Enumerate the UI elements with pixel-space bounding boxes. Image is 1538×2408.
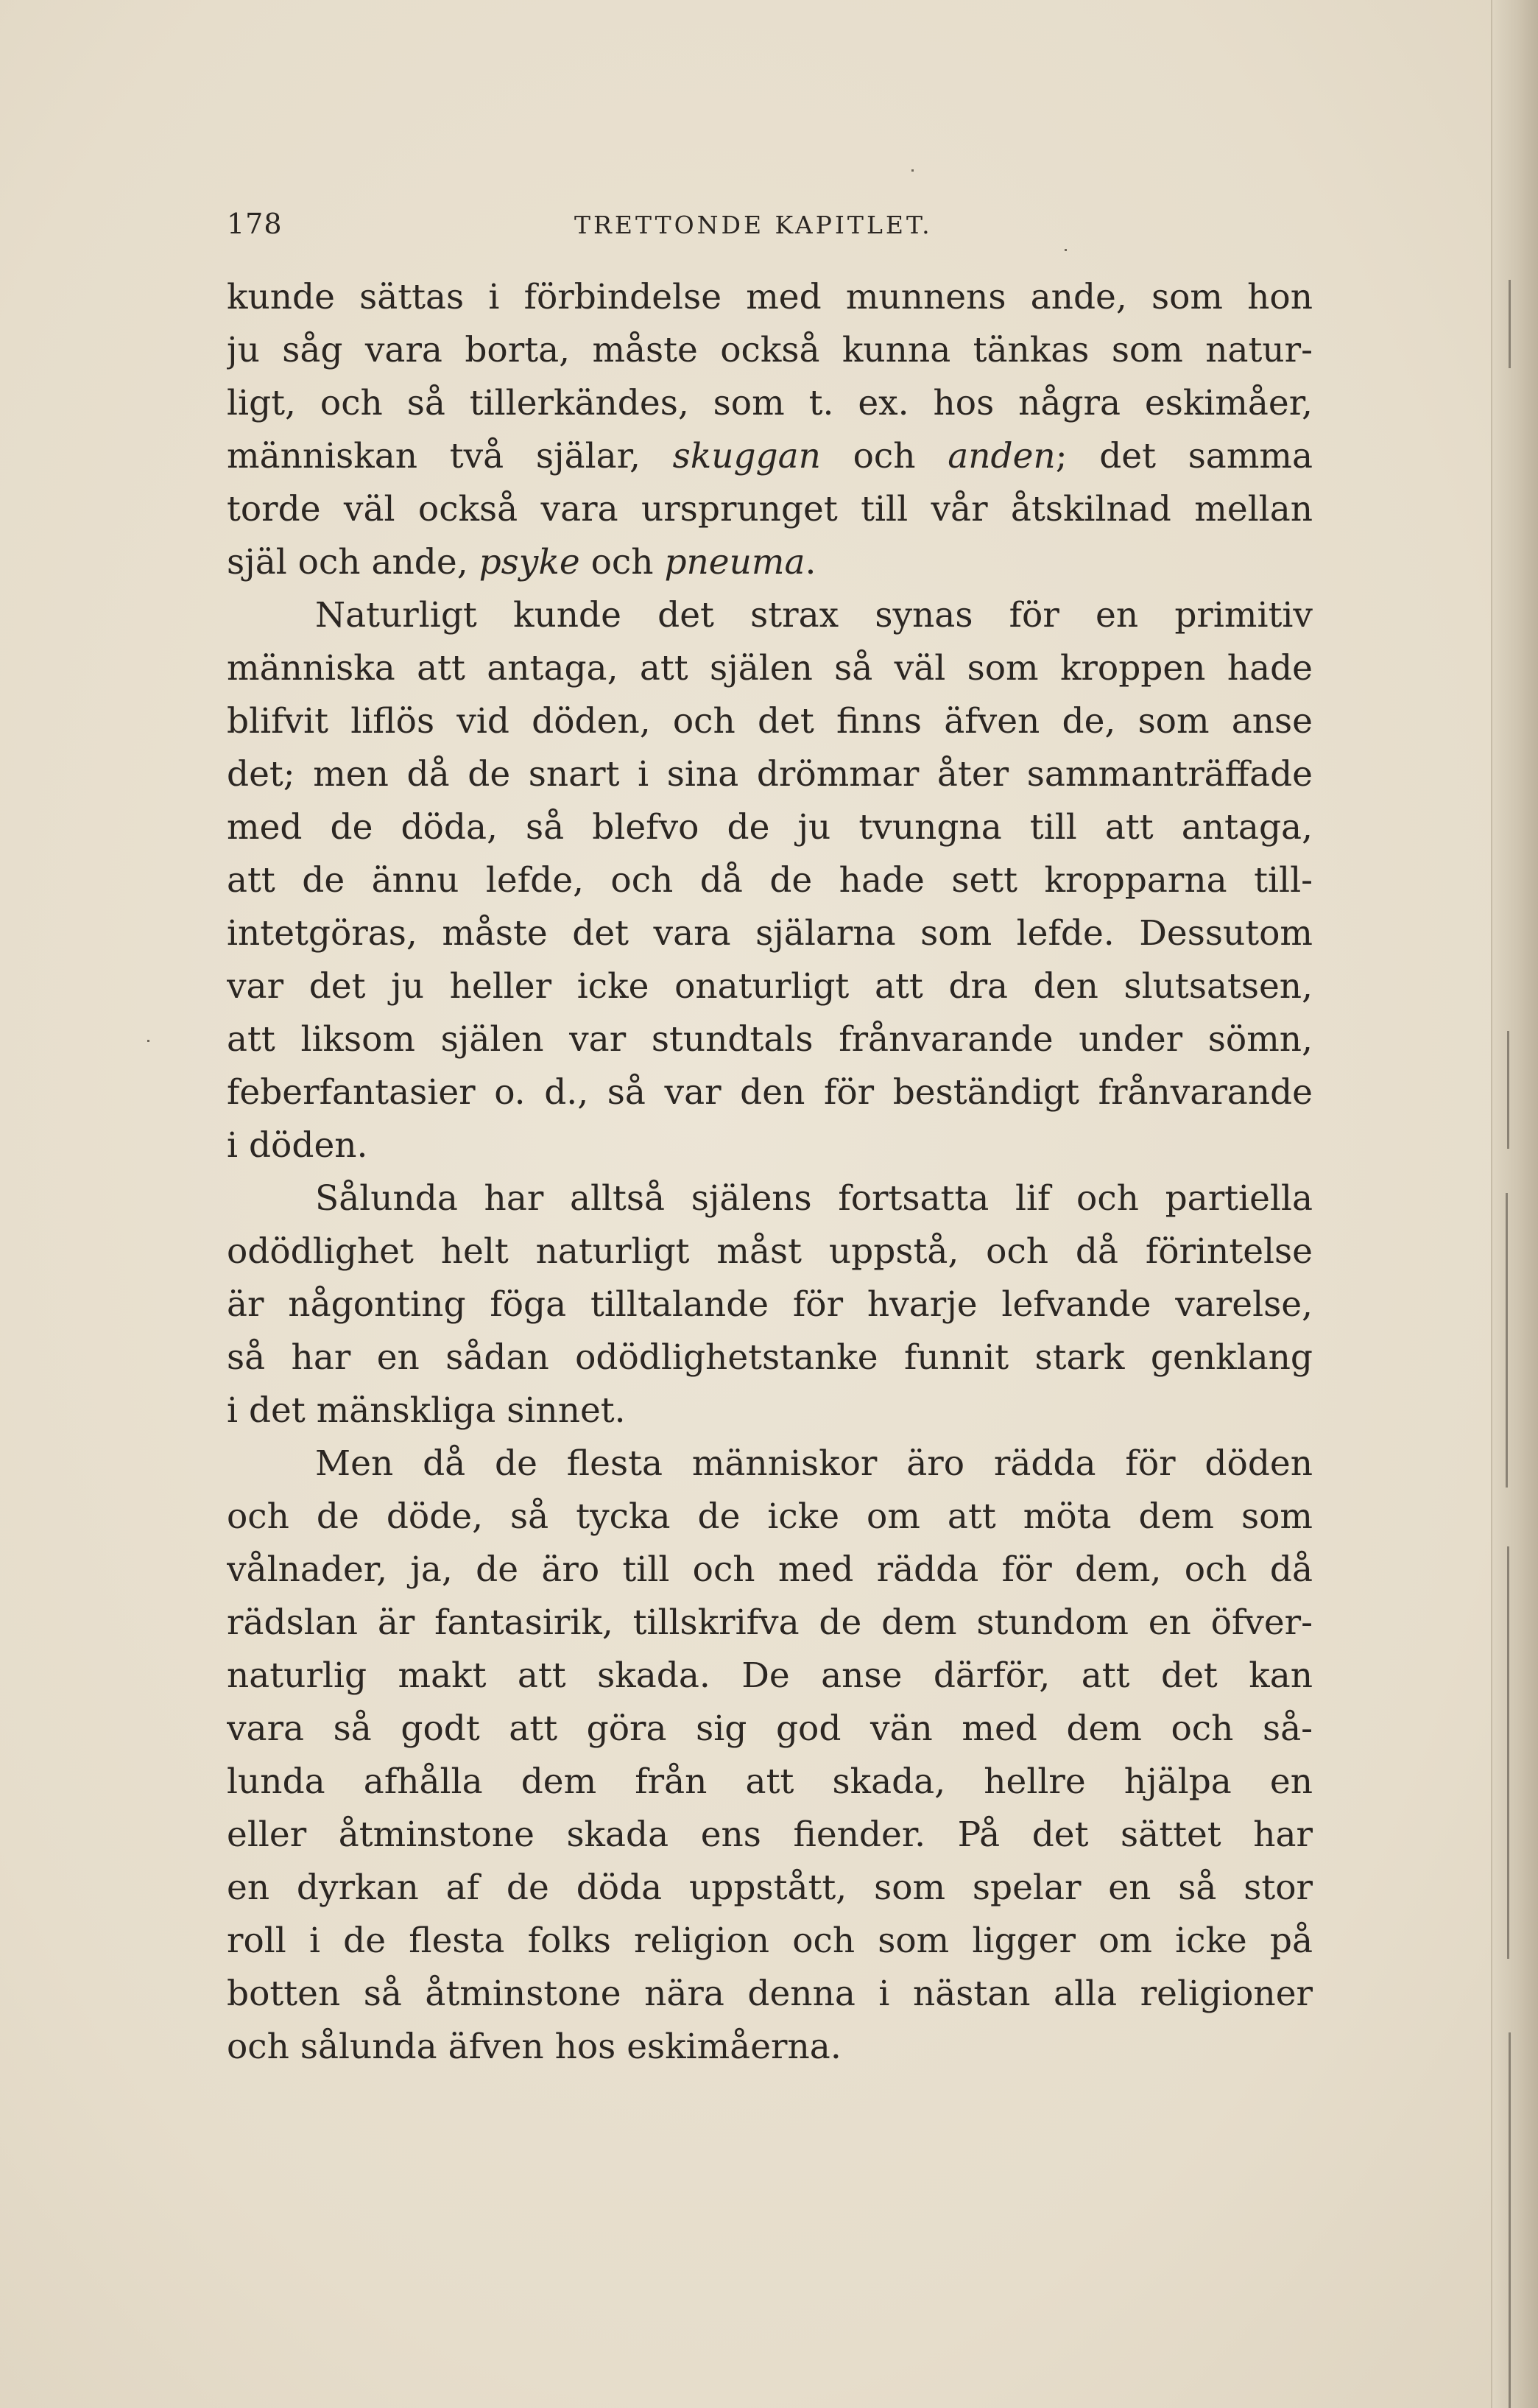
text-line: i det mänskliga sinnet.	[227, 1390, 626, 1431]
text-run: och	[579, 542, 665, 582]
text-line: vålnader, ja, de äro till och med rädda för dem, och då	[227, 1549, 1313, 1590]
text-run: själ och ande,	[227, 542, 479, 582]
text-line: ju såg vara borta, måste också kunna tänkas som natur-	[227, 330, 1313, 370]
text-run: ; det samma	[1055, 436, 1313, 476]
edge-mark	[1509, 2032, 1511, 2408]
edge-mark	[1507, 1546, 1509, 1959]
italic-term: skuggan	[672, 436, 821, 476]
italic-term: anden	[948, 436, 1056, 476]
text-run: och	[820, 436, 948, 476]
paragraph-first-line: Men då de flesta människor äro rädda för döden	[315, 1443, 1313, 1484]
edge-mark	[1506, 1193, 1508, 1488]
text-line: torde väl också vara ursprunget till vår åtskilnad mellan	[227, 489, 1313, 529]
text-line: en dyrkan af de döda uppstått, som spelar en så stor	[227, 1867, 1313, 1908]
italic-term: psyke	[479, 542, 580, 582]
text-line: intetgöras, måste det vara själarna som lefde. Dessutom	[227, 913, 1313, 954]
text-line: feberfantasier o. d., så var den för beständigt frånvarande	[227, 1072, 1313, 1113]
text-line: och sålunda äfven hos eskimåerna.	[227, 2027, 842, 2067]
text-line: människa att antaga, att själen så väl som kroppen hade	[227, 648, 1313, 689]
text-line	[227, 430, 1313, 483]
text-line	[227, 536, 1313, 589]
text-line: var det ju heller icke onaturligt att dra den slutsatsen,	[227, 966, 1313, 1007]
text-line: är någonting föga tilltalande för hvarje lefvande varelse,	[227, 1284, 1313, 1325]
text-line: roll i de flesta folks religion och som ligger om icke på	[227, 1921, 1313, 1961]
edge-mark	[1507, 1031, 1509, 1149]
text-line: naturlig makt att skada. De anse därför, att det kan	[227, 1655, 1313, 1696]
text-line: kunde sättas i förbindelse med munnens ande, som hon	[227, 277, 1313, 317]
paragraph-first-line: Naturligt kunde det strax synas för en primitiv	[315, 595, 1313, 636]
text-run: människan två själar,	[227, 436, 673, 476]
text-line: lunda afhålla dem från att skada, hellre hjälpa en	[227, 1761, 1313, 1802]
text-line: så har en sådan odödlighetstanke funnit stark genklang	[227, 1337, 1313, 1378]
edge-mark	[1509, 280, 1511, 368]
text-line: vara så godt att göra sig god vän med dem och så-	[227, 1708, 1313, 1749]
page-header	[227, 208, 1313, 252]
paper-speck	[911, 169, 914, 172]
text-line: att liksom själen var stundtals frånvarande under sömn,	[227, 1019, 1313, 1060]
text-line: botten så åtminstone nära denna i nästan alla religioner	[227, 1974, 1313, 2014]
italic-term: pneuma	[664, 542, 805, 582]
paper-speck	[147, 1040, 149, 1042]
text-line: och de döde, så tycka de icke om att möta dem som	[227, 1496, 1313, 1537]
paragraph-first-line: Sålunda har alltså själens fortsatta lif och partiella	[315, 1178, 1313, 1219]
text-line: rädslan är fantasirik, tillskrifva de dem stundom en öfver-	[227, 1602, 1313, 1643]
text-line: odödlighet helt naturligt måst uppstå, och då förintelse	[227, 1231, 1313, 1272]
text-line: blifvit liflös vid döden, och det finns äfven de, som anse	[227, 701, 1313, 742]
page-number: 178	[227, 208, 283, 240]
text-line: i döden.	[227, 1125, 368, 1166]
page-edge-shadow	[1491, 0, 1538, 2408]
text-line: det; men då de snart i sina drömmar åter sammanträffade	[227, 754, 1313, 795]
chapter-body-text	[227, 271, 1313, 2074]
text-line: med de döda, så blefvo de ju tvungna till att antaga,	[227, 807, 1313, 848]
text-line: ligt, och så tillerkändes, som t. ex. hos några eskimåer,	[227, 383, 1313, 423]
text-line: eller åtminstone skada ens fiender. På det sättet har	[227, 1814, 1313, 1855]
text-run: .	[805, 542, 816, 582]
text-line: att de ännu lefde, och då de hade sett kropparna till-	[227, 860, 1313, 901]
running-head: TRETTONDE KAPITLET.	[574, 211, 933, 239]
